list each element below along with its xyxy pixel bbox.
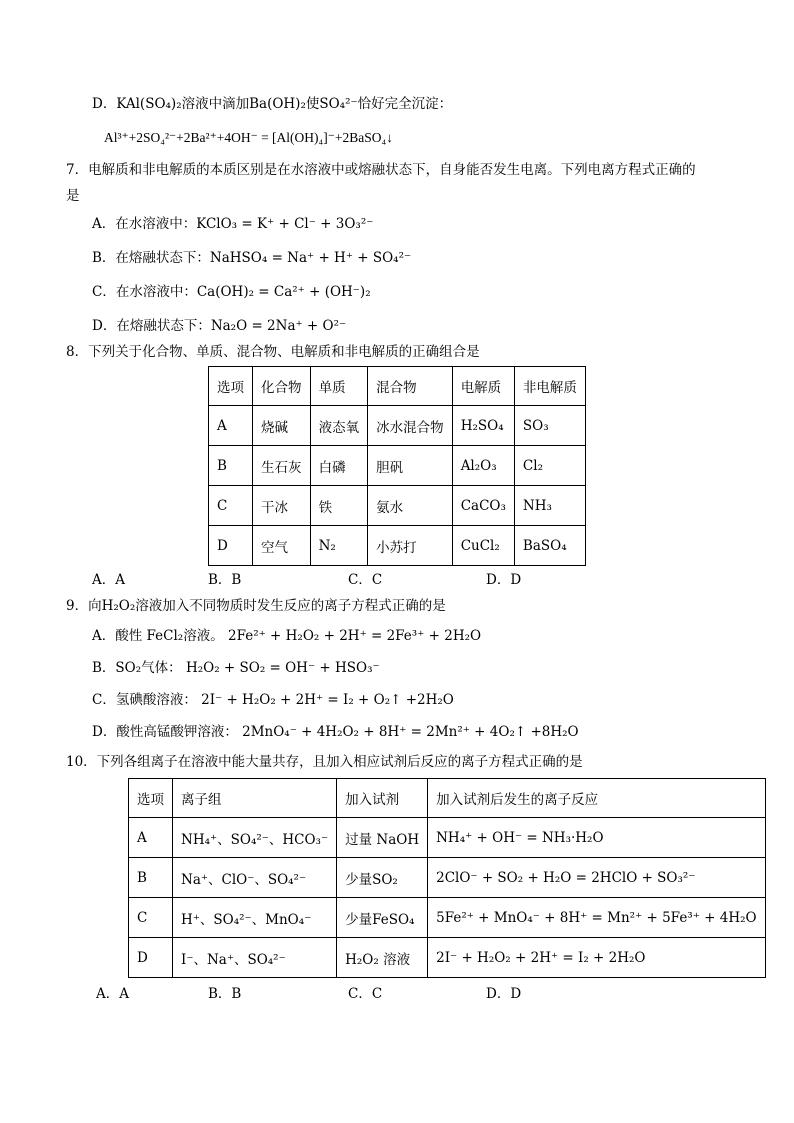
table-row xyxy=(209,446,586,486)
table-cell: 空气 xyxy=(253,526,311,566)
table-cell: 干冰 xyxy=(253,486,311,526)
table-cell: C xyxy=(209,486,253,526)
table-cell: CaCO₃ xyxy=(452,486,514,526)
table-header-cell: 电解质 xyxy=(452,367,514,406)
q8-stem: 8．下列关于化合物、单质、混合物、电解质和非电解质的正确组合是 xyxy=(66,344,480,360)
q8-table xyxy=(208,366,586,566)
table-header-row xyxy=(209,367,586,406)
q8-answer-c: C．C xyxy=(348,572,383,588)
table-cell: 少量SO₂ xyxy=(337,858,428,898)
table-cell: SO₃ xyxy=(514,406,585,446)
table-cell: 烧碱 xyxy=(253,406,311,446)
table-cell: 白磷 xyxy=(310,446,368,486)
q10-answer-b: B．B xyxy=(208,986,242,1002)
table-header-cell: 混合物 xyxy=(368,367,453,406)
q7-stem-line-2: 是 xyxy=(66,188,80,204)
table-header-cell: 选项 xyxy=(209,367,253,406)
table-header-cell: 选项 xyxy=(129,779,173,818)
table-header-cell: 加入试剂 xyxy=(337,779,428,818)
table-cell: NH₄⁺ + OH⁻ = NH₃·H₂O xyxy=(428,818,765,858)
table-cell: A xyxy=(129,818,173,858)
q7-option-b: B．在熔融状态下：NaHSO₄ = Na⁺ + H⁺ + SO₄²⁻ xyxy=(92,250,412,266)
q8-answer-a: A．A xyxy=(92,572,125,588)
q10-answer-d: D．D xyxy=(486,986,522,1002)
q9-stem: 9．向H₂O₂溶液加入不同物质时发生反应的离子方程式正确的是 xyxy=(66,598,446,614)
q10-answer-c: C．C xyxy=(348,986,383,1002)
table-cell: CuCl₂ xyxy=(452,526,514,566)
table-row xyxy=(209,526,586,566)
table-cell: NH₄⁺、SO₄²⁻、HCO₃⁻ xyxy=(173,818,337,858)
table-cell: 少量FeSO₄ xyxy=(337,898,428,938)
q9-option-c: C．氢碘酸溶液： 2I⁻ + H₂O₂ + 2H⁺ = I₂ + O₂↑ +2H₂O xyxy=(92,692,454,708)
table-row xyxy=(209,486,586,526)
table-header-cell: 非电解质 xyxy=(514,367,585,406)
q6-option-d-equation: Al³⁺+2SO₄²⁻+2Ba²⁺+4OH⁻ = [Al(OH)₄]⁻+2BaSO₄↓ xyxy=(104,130,393,145)
q10-answer-a: A．A xyxy=(96,986,129,1002)
table-cell: 胆矾 xyxy=(368,446,453,486)
table-cell: NH₃ xyxy=(514,486,585,526)
q8-answer-d: D．D xyxy=(486,572,522,588)
table-row xyxy=(129,898,766,938)
table-cell: Cl₂ xyxy=(514,446,585,486)
q7-option-d: D．在熔融状态下：Na₂O = 2Na⁺ + O²⁻ xyxy=(92,318,347,334)
table-cell: D xyxy=(209,526,253,566)
table-cell: N₂ xyxy=(310,526,368,566)
q9-option-b: B．SO₂气体： H₂O₂ + SO₂ = OH⁻ + HSO₃⁻ xyxy=(92,660,380,676)
table-cell: 2ClO⁻ + SO₂ + H₂O = 2HClO + SO₃²⁻ xyxy=(428,858,765,898)
q10-stem: 10．下列各组离子在溶液中能大量共存，且加入相应试剂后反应的离子方程式正确的是 xyxy=(66,754,583,770)
table-cell: Na⁺、ClO⁻、SO₄²⁻ xyxy=(173,858,337,898)
q7-option-c: C．在水溶液中：Ca(OH)₂ = Ca²⁺ + (OH⁻)₂ xyxy=(92,284,371,300)
table-cell: B xyxy=(209,446,253,486)
table-header-cell: 加入试剂后发生的离子反应 xyxy=(428,779,765,818)
table-cell: D xyxy=(129,938,173,978)
table-header-cell: 化合物 xyxy=(253,367,311,406)
table-row xyxy=(129,938,766,978)
table-cell: H₂O₂ 溶液 xyxy=(337,938,428,978)
table-cell: C xyxy=(129,898,173,938)
table-cell: 2I⁻ + H₂O₂ + 2H⁺ = I₂ + 2H₂O xyxy=(428,938,765,978)
table-cell: B xyxy=(129,858,173,898)
q7-option-a: A．在水溶液中：KClO₃ = K⁺ + Cl⁻ + 3O₃²⁻ xyxy=(92,216,374,232)
table-cell: I⁻、Na⁺、SO₄²⁻ xyxy=(173,938,337,978)
table-cell: H⁺、SO₄²⁻、MnO₄⁻ xyxy=(173,898,337,938)
q9-option-a: A．酸性 FeCl₂溶液。 2Fe²⁺ + H₂O₂ + 2H⁺ = 2Fe³⁺ + 2H₂O xyxy=(92,628,482,644)
table-cell: 5Fe²⁺ + MnO₄⁻ + 8H⁺ = Mn²⁺ + 5Fe³⁺ + 4H₂O xyxy=(428,898,765,938)
table-row xyxy=(209,406,586,446)
table-cell: 液态氧 xyxy=(310,406,368,446)
table-row xyxy=(129,858,766,898)
q7-stem-line-1: 7．电解质和非电解质的本质区别是在水溶液中或熔融状态下，自身能否发生电离。下列电离方程式正确的 xyxy=(66,162,696,178)
q10-table xyxy=(128,778,766,978)
table-cell: 铁 xyxy=(310,486,368,526)
table-header-cell: 离子组 xyxy=(173,779,337,818)
table-cell: 冰水混合物 xyxy=(368,406,453,446)
table-cell: A xyxy=(209,406,253,446)
q6-option-d: D．KAl(SO₄)₂溶液中滴加Ba(OH)₂使SO₄²⁻恰好完全沉淀： xyxy=(92,96,453,112)
table-cell: H₂SO₄ xyxy=(452,406,514,446)
table-cell: 生石灰 xyxy=(253,446,311,486)
q8-answer-b: B．B xyxy=(208,572,242,588)
table-cell: 氨水 xyxy=(368,486,453,526)
table-cell: 过量 NaOH xyxy=(337,818,428,858)
table-cell: Al₂O₃ xyxy=(452,446,514,486)
table-header-cell: 单质 xyxy=(310,367,368,406)
table-cell: BaSO₄ xyxy=(514,526,585,566)
table-header-row xyxy=(129,779,766,818)
table-cell: 小苏打 xyxy=(368,526,453,566)
q9-option-d: D．酸性高锰酸钾溶液： 2MnO₄⁻ + 4H₂O₂ + 8H⁺ = 2Mn²⁺ + 4O₂↑ +8H₂O xyxy=(92,724,579,740)
table-row xyxy=(129,818,766,858)
